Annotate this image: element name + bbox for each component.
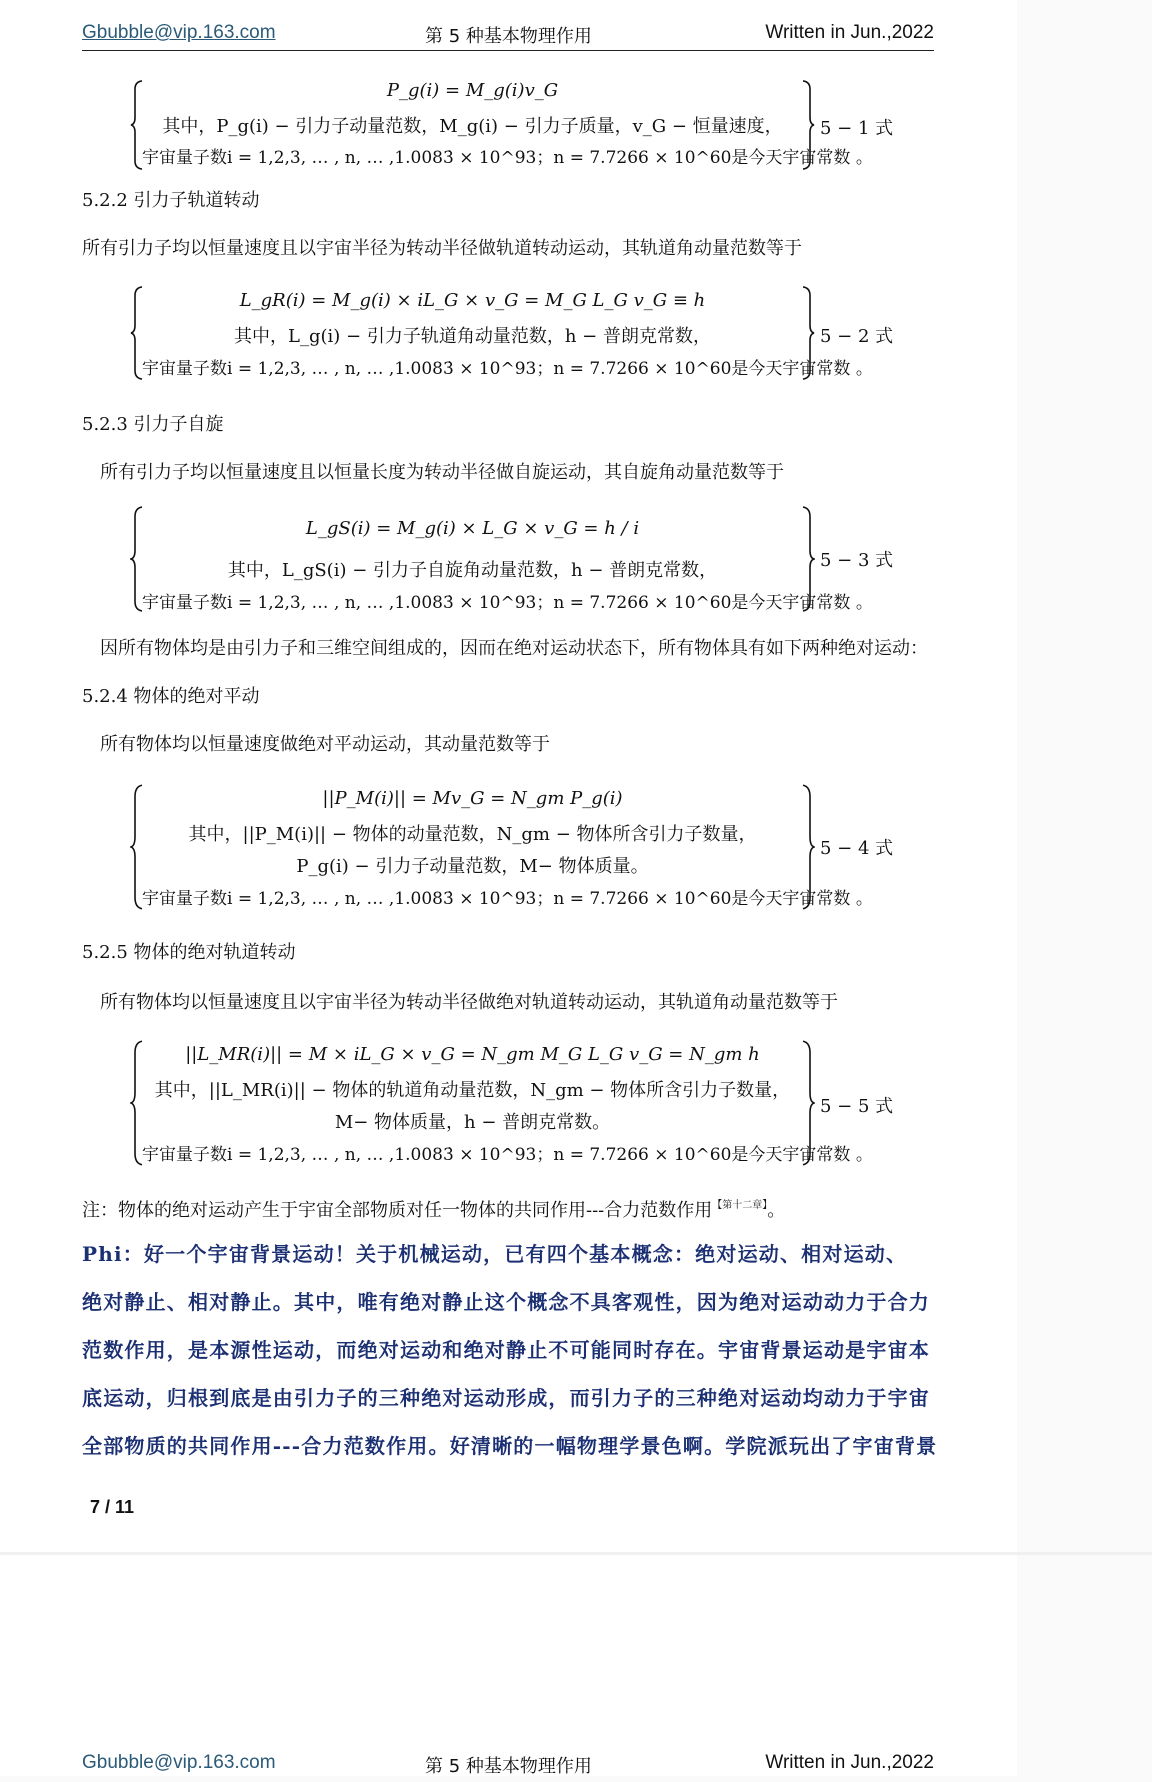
page-number: 7 / 11	[90, 1497, 135, 1517]
commentary-line: 全部物质的共同作用---合力范数作用。好清晰的一幅物理学景色啊。学院派玩出了宇宙背景	[82, 1434, 938, 1458]
chapter-reference: 【第十二章】	[712, 1200, 768, 1211]
section-heading: 5.2.2 引力子轨道转动	[82, 190, 260, 211]
note-paragraph	[82, 1196, 785, 1222]
next-page	[0, 1555, 1017, 1776]
section-heading: 5.2.3 引力子自旋	[82, 414, 224, 435]
paragraph: 所有引力子均以恒量速度且以恒量长度为转动半径做自旋运动，其自旋角动量范数等于	[100, 462, 784, 483]
section-heading: 5.2.5 物体的绝对轨道转动	[82, 942, 296, 963]
equation-line: 宇宙量子数i = 1,2,3, … , n, … ,1.0083̇ × 10^93；n = 7.7266 × 10^60是今天宇宙常数 。	[142, 593, 873, 613]
header-title: 第 5 种基本物理作用	[425, 1756, 592, 1777]
paragraph: 所有引力子均以恒量速度且以宇宙半径为转动半径做轨道转动运动，其轨道角动量范数等于	[82, 238, 802, 259]
note-text: 注：物体的绝对运动产生于宇宙全部物质对任一物体的共同作用---合力范数作用	[82, 1200, 713, 1221]
equation-line: 宇宙量子数i = 1,2,3, … , n, … ,1.0083̇ × 10^93；n = 7.7266 × 10^60是今天宇宙常数 。	[142, 359, 873, 379]
note-end: 。	[767, 1200, 786, 1221]
commentary-line: Phi：好一个宇宙背景运动！关于机械运动，已有四个基本概念：绝对运动、相对运动、	[82, 1242, 908, 1266]
commentary-line: 绝对静止、相对静止。其中，唯有绝对静止这个概念不具客观性，因为绝对运动动力于合力	[82, 1290, 930, 1314]
equation-line: P_g(i) = M_g(i)v_G	[386, 80, 559, 101]
equation-line: 其中，L_gS(i) − 引力子自旋角动量范数，h − 普朗克常数，	[227, 560, 718, 581]
header-date: Written in Jun.,2022	[765, 22, 934, 43]
equation-line: 宇宙量子数i = 1,2,3, … , n, … ,1.0083̇ × 10^93；n = 7.7266 × 10^60是今天宇宙常数 。	[142, 148, 873, 168]
equation-line: L_gS(i) = M_g(i) × L_G × v_G = h / i	[305, 518, 640, 539]
paragraph: 所有物体均以恒量速度且以宇宙半径为转动半径做绝对轨道转动运动，其轨道角动量范数等于	[100, 992, 838, 1013]
commentary-line: 底运动，归根到底是由引力子的三种绝对运动形成，而引力子的三种绝对运动均动力于宇宙	[82, 1386, 930, 1410]
equation-label: 5 − 1 式	[820, 118, 894, 139]
equation-line: 其中，||P_M(i)|| − 物体的动量范数，N_gm − 物体所含引力子数量，	[188, 824, 757, 845]
equation-label: 5 − 5 式	[820, 1096, 894, 1117]
equation-line: 其中，P_g(i) − 引力子动量范数，M_g(i) − 引力子质量，v_G − 恒量速度，	[162, 116, 783, 137]
author-email-link[interactable]: Gbubble@vip.163.com	[82, 22, 276, 43]
equation-line: ||P_M(i)|| = Mv_G = N_gm P_g(i)	[322, 788, 623, 809]
equation-label: 5 − 2 式	[820, 326, 894, 347]
equation-line: 其中，||L_MR(i)|| − 物体的轨道角动量范数，N_gm − 物体所含引力子数量，	[154, 1080, 791, 1101]
next-page-header	[82, 1752, 934, 1782]
page-header	[82, 18, 934, 51]
equation-line: 宇宙量子数i = 1,2,3, … , n, … ,1.0083̇ × 10^93；n = 7.7266 × 10^60是今天宇宙常数 。	[142, 1145, 873, 1165]
equation-line: 其中，L_g(i) − 引力子轨道角动量范数，h − 普朗克常数，	[234, 326, 711, 347]
equation-line: M− 物体质量，h − 普朗克常数。	[334, 1112, 611, 1133]
equation-line: L_gR(i) = M_g(i) × iL_G × v_G = M_G L_G v_G ≡ h	[239, 290, 706, 311]
section-heading: 5.2.4 物体的绝对平动	[82, 686, 260, 707]
header-title: 第 5 种基本物理作用	[425, 26, 592, 47]
equation-label: 5 − 3 式	[820, 550, 894, 571]
equation-line: ||L_MR(i)|| = M × iL_G × v_G = N_gm M_G L_G v_G = N_gm h	[185, 1044, 760, 1065]
header-date: Written in Jun.,2022	[765, 1752, 934, 1773]
phi-commentary	[82, 1230, 938, 1470]
paragraph: 因所有物体均是由引力子和三维空间组成的，因而在绝对运动状态下，所有物体具有如下两种绝对运动：	[100, 638, 928, 659]
equation-line: 宇宙量子数i = 1,2,3, … , n, … ,1.0083̇ × 10^93；n = 7.7266 × 10^60是今天宇宙常数 。	[142, 889, 873, 909]
author-email-link[interactable]: Gbubble@vip.163.com	[82, 1752, 276, 1773]
equation-label: 5 − 4 式	[820, 838, 894, 859]
equation-line: P_g(i) − 引力子动量范数，M− 物体质量。	[296, 856, 649, 877]
paragraph: 所有物体均以恒量速度做绝对平动运动，其动量范数等于	[100, 734, 550, 755]
commentary-line: 范数作用，是本源性运动，而绝对运动和绝对静止不可能同时存在。宇宙背景运动是宇宙本	[82, 1338, 930, 1362]
